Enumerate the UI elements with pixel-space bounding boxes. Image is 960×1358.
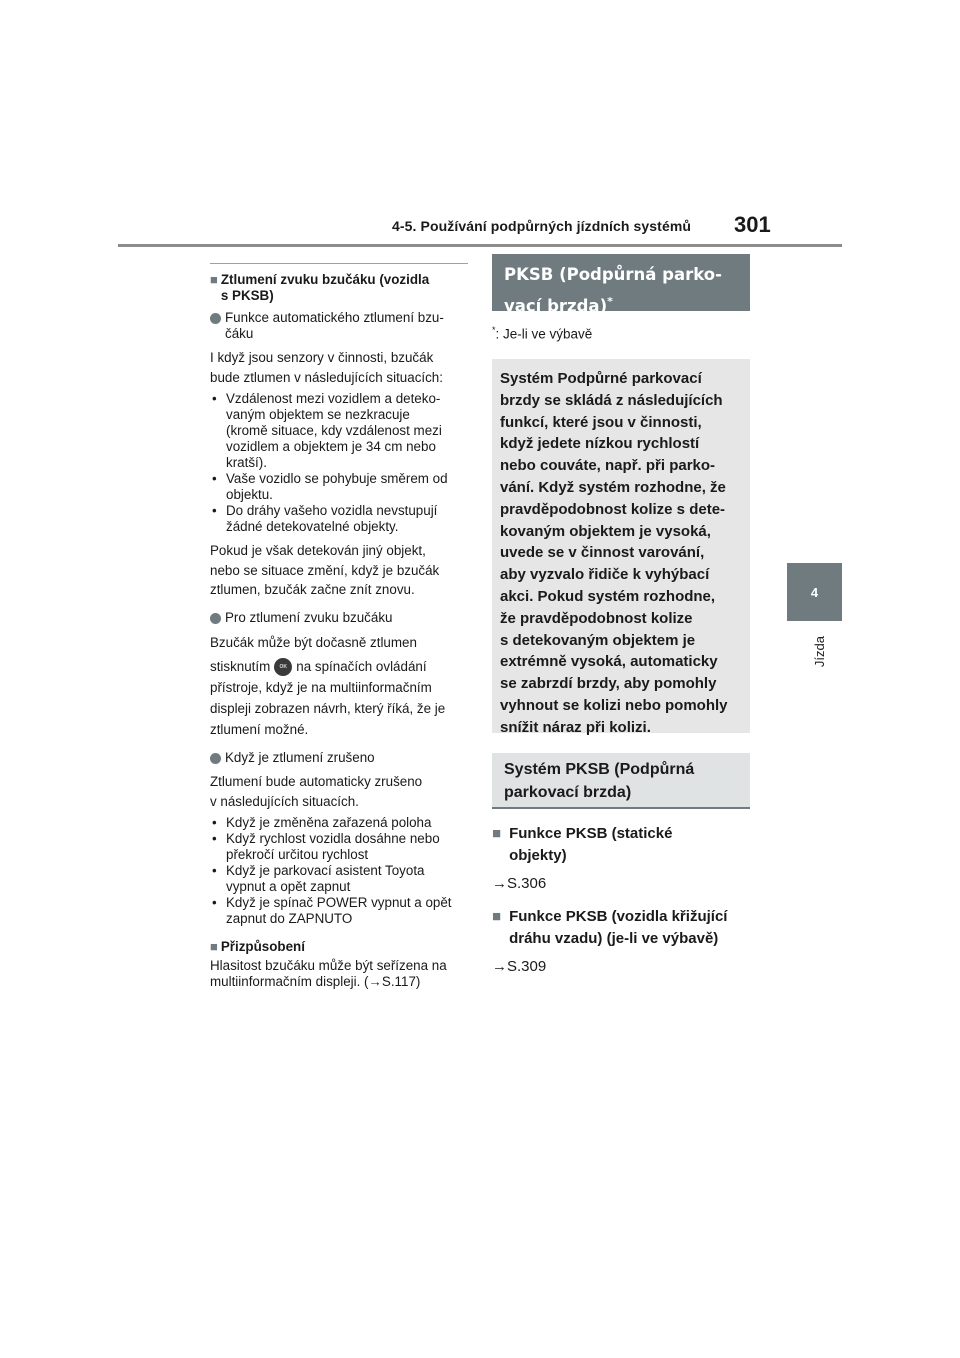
subheading-manual-mute xyxy=(210,610,468,626)
header-rule xyxy=(118,244,842,247)
banner-line: Systém PKSB (Podpůrná xyxy=(504,761,695,778)
text-line: displeji zobrazen návrh, který říká, že je xyxy=(210,700,446,716)
chapter-label: Jízda xyxy=(812,636,827,668)
text-line: • Když je změněna zařazená poloha xyxy=(226,815,432,831)
chapter-section-title: 4-5. Používání podpůrných jízdních systémů xyxy=(392,218,692,234)
page-number: 301 xyxy=(734,212,771,237)
text-line xyxy=(210,656,468,677)
section-rule xyxy=(210,263,468,264)
circle-bullet-icon xyxy=(210,313,221,324)
paragraph xyxy=(210,772,468,811)
square-bullet-icon: ■ xyxy=(492,825,502,842)
text-line: vypnut a opět zapnut xyxy=(226,879,351,895)
function-line: dráhu vzadu) (je-li ve výbavě) xyxy=(509,930,719,947)
text-fragment: stisknutím xyxy=(210,658,271,674)
section-title-line: Ztlumení zvuku bzučáku (vozidla xyxy=(220,272,430,287)
asterisk-mark: * xyxy=(607,295,613,308)
text-line: (kromě situace, kdy vzdálenost mezi xyxy=(226,423,442,439)
list-item xyxy=(210,863,468,895)
list-item xyxy=(210,471,468,503)
text-line: Hlasitost bzučáku může být seřízena na xyxy=(210,958,447,974)
banner-text: vací brzda) xyxy=(504,296,608,316)
function-line: objekty) xyxy=(509,847,567,864)
summary-line: funkcí, které jsou v činnosti, xyxy=(500,413,702,431)
summary-line: vání. Když systém rozhodne, že xyxy=(500,478,726,496)
subheading-auto-mute xyxy=(210,310,468,342)
text-line: žádné detekovatelné objekty. xyxy=(226,519,399,535)
summary-box xyxy=(492,359,750,736)
summary-line: Systém Podpůrné parkovací xyxy=(500,370,702,387)
subheading-customize xyxy=(210,939,468,955)
paragraph xyxy=(210,958,468,990)
text-line: • Vaše vozidlo se pohybuje směrem od xyxy=(226,471,448,487)
text-line[interactable] xyxy=(210,974,468,990)
ok-button-icon: OK xyxy=(274,658,292,676)
pksb-banner xyxy=(492,254,750,316)
square-bullet-icon: ■ xyxy=(492,908,502,925)
text-line: vozidlem a objektem je 34 cm nebo xyxy=(226,439,436,455)
list-item xyxy=(210,831,468,863)
subheading-line: Pro ztlumení zvuku bzučáku xyxy=(225,609,393,625)
circle-bullet-icon xyxy=(210,753,221,764)
summary-line: že pravděpodobnost kolize xyxy=(500,609,693,627)
paragraph xyxy=(210,632,468,740)
footnote-text: : Je-li ve výbavě xyxy=(495,326,593,342)
paragraph xyxy=(210,348,468,387)
subheading-line: Přizpůsobení xyxy=(220,939,305,955)
text-line: překročí určitou rychlost xyxy=(226,847,369,863)
summary-line: když jedete nízkou rychlostí xyxy=(500,435,700,453)
summary-line: pravděpodobnost kolize s dete- xyxy=(500,500,726,518)
text-line: nebo se situace změní, když je bzučák xyxy=(210,562,440,578)
text-line: ztlumen, bzučák začne znít znovu. xyxy=(210,582,415,598)
footnote xyxy=(492,325,750,345)
right-column xyxy=(492,254,750,975)
pksb-system-banner xyxy=(492,753,750,809)
text-line: • Když rychlost vozidla dosáhne nebo xyxy=(226,831,440,847)
summary-line: snížit náraz při kolizi. xyxy=(500,718,651,736)
text-line: kratší). xyxy=(226,455,267,471)
text-fragment: na spínačích ovládání xyxy=(296,658,427,674)
subheading-line: čáku xyxy=(225,326,254,341)
banner-line: PKSB (Podpůrná parko- xyxy=(504,265,722,284)
summary-line: extrémně vysoká, automaticky xyxy=(500,653,718,671)
summary-line: se zabrzdí brzdy, aby pomohly xyxy=(500,675,717,693)
subheading-cancel xyxy=(210,750,468,766)
subheading-line: Když je ztlumení zrušeno xyxy=(225,749,375,765)
summary-line: s detekovaným objektem je xyxy=(500,631,696,649)
circle-bullet-icon xyxy=(210,613,221,624)
summary-line: vyhnout se kolizi nebo pomohly xyxy=(500,696,728,714)
section-title-line: s PKSB) xyxy=(220,288,274,303)
function-heading-static xyxy=(492,823,750,867)
text-line: přístroje, když je na multiinformačním xyxy=(210,679,432,695)
summary-line: uvede se v činnost varování, xyxy=(500,544,705,562)
text-line: • Když je parkovací asistent Toyota xyxy=(226,863,425,879)
summary-line: kovaným objektem je vysoká, xyxy=(500,522,711,540)
bullet-list xyxy=(210,815,468,927)
function-line: Funkce PKSB (vozidla křižující xyxy=(509,908,728,925)
left-column xyxy=(210,263,468,990)
text-line: Bzučák může být dočasně ztlumen xyxy=(210,634,417,650)
summary-line: aby vyzvalo řidiče k vyhýbací xyxy=(500,566,710,584)
text-line: bude ztlumen v následujících situacích: xyxy=(210,369,443,385)
list-item xyxy=(210,815,468,831)
text-line: v následujících situacích. xyxy=(210,793,359,809)
chapter-tab[interactable] xyxy=(787,563,842,621)
banner-line: parkovací brzda) xyxy=(504,784,632,801)
text-line: ztlumení možné. xyxy=(210,721,309,737)
text-line: Pokud je však detekován jiný objekt, xyxy=(210,543,426,559)
summary-line: brzdy se skládá z následujících xyxy=(500,391,723,409)
section-heading xyxy=(210,272,468,304)
paragraph xyxy=(210,541,468,600)
list-item xyxy=(210,895,468,927)
function-heading-crossing xyxy=(492,906,750,950)
list-item xyxy=(210,391,468,471)
chapter-number: 4 xyxy=(810,584,819,600)
text-line: • Vzdálenost mezi vozidlem a deteko- xyxy=(226,391,441,407)
function-line: Funkce PKSB (statické xyxy=(509,825,673,842)
subheading-line: Funkce automatického ztlumení bzu- xyxy=(225,310,444,325)
summary-line: nebo couváte, např. při parko- xyxy=(500,457,716,475)
square-bullet-icon: ■ xyxy=(210,939,218,955)
asterisk-mark: * xyxy=(492,325,496,335)
text-line: • Do dráhy vašeho vozidla nevstupují xyxy=(226,503,438,519)
square-bullet-icon: ■ xyxy=(210,272,218,287)
text-line: Ztlumení bude automaticky zrušeno xyxy=(210,773,423,789)
bullet-list xyxy=(210,391,468,535)
text-line: zapnut do ZAPNUTO xyxy=(226,911,353,927)
page-reference-link[interactable]: →S.306 xyxy=(492,875,547,892)
summary-line: akci. Pokud systém rozhodne, xyxy=(500,587,716,605)
page-reference-link[interactable]: →S.309 xyxy=(492,958,547,975)
text-line: • Když je spínač POWER vypnut a opět xyxy=(226,895,452,911)
banner-line xyxy=(504,288,738,320)
text-line: I když jsou senzory v činnosti, bzučák xyxy=(210,350,434,365)
text-line: vaným objektem se nezkracuje xyxy=(226,407,410,423)
page-reference-link[interactable]: multiinformačním displeji. (→S.117) xyxy=(210,974,421,990)
list-item xyxy=(210,503,468,535)
text-line: objektu. xyxy=(226,487,273,503)
